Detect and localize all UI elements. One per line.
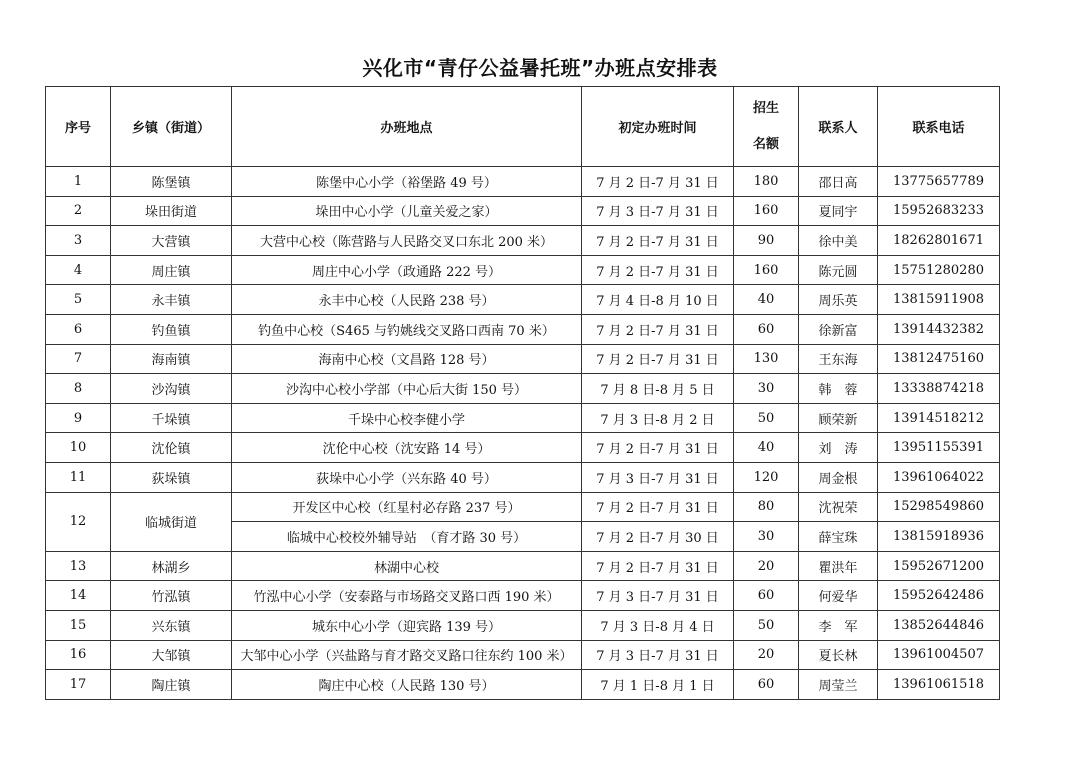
cell-contact: 王东海 [799,344,878,374]
cell-quota: 20 [734,551,799,581]
cell-quota: 20 [734,640,799,670]
header-phone: 联系电话 [878,87,1000,167]
cell-phone: 13961061518 [878,670,1000,700]
cell-no: 4 [46,255,111,285]
cell-phone: 15952683233 [878,196,1000,226]
cell-quota: 120 [734,462,799,492]
cell-time: 7 月 8 日-8 月 5 日 [582,374,734,404]
table-row [46,226,1000,256]
cell-time: 7 月 3 日-7 月 31 日 [582,640,734,670]
cell-town: 千垛镇 [111,403,232,433]
table-row [46,314,1000,344]
cell-contact: 顾荣新 [799,403,878,433]
cell-contact: 刘 涛 [799,433,878,463]
cell-no: 6 [46,314,111,344]
cell-phone: 13775657789 [878,167,1000,197]
cell-phone: 13951155391 [878,433,1000,463]
cell-phone: 15751280280 [878,255,1000,285]
cell-site: 周庄中心小学（政通路 222 号） [232,255,582,285]
table-row [46,344,1000,374]
cell-contact: 周莹兰 [799,670,878,700]
cell-phone: 13961004507 [878,640,1000,670]
table-row [46,670,1000,700]
cell-quota: 50 [734,403,799,433]
page-title: 兴化市“青仔公益暑托班”办班点安排表 [362,56,718,80]
cell-phone: 13815911908 [878,285,1000,315]
cell-quota: 50 [734,610,799,640]
cell-time: 7 月 4 日-8 月 10 日 [582,285,734,315]
header-contact: 联系人 [799,87,878,167]
header-row [46,87,1000,167]
cell-no: 15 [46,610,111,640]
cell-site: 沙沟中心校小学部（中心后大街 150 号） [232,374,582,404]
table-row [46,551,1000,581]
cell-phone: 15952642486 [878,581,1000,611]
cell-time: 7 月 2 日-7 月 31 日 [582,344,734,374]
cell-contact: 韩 蓉 [799,374,878,404]
cell-site: 陶庄中心校（人民路 130 号） [232,670,582,700]
header-quota-line2: 名额 [752,136,779,152]
cell-site: 荻垛中心小学（兴东路 40 号） [232,462,582,492]
cell-town: 兴东镇 [111,610,232,640]
cell-time: 7 月 1 日-8 月 1 日 [582,670,734,700]
cell-town: 沙沟镇 [111,374,232,404]
cell-site: 竹泓中心小学（安泰路与市场路交叉路口西 190 米） [232,581,582,611]
cell-quota: 30 [734,522,799,552]
header-town: 乡镇（街道） [111,87,232,167]
cell-town: 陶庄镇 [111,670,232,700]
cell-time: 7 月 3 日-7 月 31 日 [582,196,734,226]
header-time: 初定办班时间 [582,87,734,167]
cell-site: 林湖中心校 [232,551,582,581]
cell-contact: 夏同宇 [799,196,878,226]
table-row [46,462,1000,492]
cell-no: 13 [46,551,111,581]
cell-contact: 陈元圆 [799,255,878,285]
cell-time: 7 月 2 日-7 月 31 日 [582,551,734,581]
cell-phone: 13961064022 [878,462,1000,492]
cell-quota: 60 [734,581,799,611]
cell-quota: 90 [734,226,799,256]
header-quota-line1: 招生 [752,100,779,116]
cell-no: 12 [46,492,111,551]
cell-no: 11 [46,462,111,492]
cell-quota: 60 [734,314,799,344]
cell-no: 17 [46,670,111,700]
cell-contact: 邵日高 [799,167,878,197]
table-row [46,640,1000,670]
cell-town: 沈伦镇 [111,433,232,463]
cell-town: 大邹镇 [111,640,232,670]
cell-site: 钓鱼中心校（S465 与钓姚线交叉路口西南 70 米） [232,314,582,344]
cell-site: 陈堡中心小学（裕堡路 49 号） [232,167,582,197]
cell-site: 沈伦中心校（沈安路 14 号） [232,433,582,463]
table-row [46,196,1000,226]
cell-town: 垛田街道 [111,196,232,226]
cell-town: 陈堡镇 [111,167,232,197]
cell-site: 千垛中心校李健小学 [232,403,582,433]
cell-time: 7 月 2 日-7 月 31 日 [582,226,734,256]
cell-time: 7 月 2 日-7 月 31 日 [582,167,734,197]
table-row [46,581,1000,611]
table-row [46,167,1000,197]
cell-contact: 徐中美 [799,226,878,256]
cell-contact: 周乐英 [799,285,878,315]
cell-quota: 130 [734,344,799,374]
schedule-table [45,86,1000,700]
cell-no: 16 [46,640,111,670]
cell-site: 开发区中心校（红星村必存路 237 号） [232,492,582,522]
cell-town: 荻垛镇 [111,462,232,492]
cell-time: 7 月 2 日-7 月 31 日 [582,433,734,463]
cell-no: 8 [46,374,111,404]
cell-no: 14 [46,581,111,611]
table-row [46,403,1000,433]
cell-town: 林湖乡 [111,551,232,581]
cell-town: 海南镇 [111,344,232,374]
table-body [46,167,1000,700]
cell-site: 永丰中心校（人民路 238 号） [232,285,582,315]
cell-quota: 40 [734,285,799,315]
cell-no: 9 [46,403,111,433]
cell-time: 7 月 3 日-7 月 31 日 [582,462,734,492]
cell-time: 7 月 2 日-7 月 31 日 [582,255,734,285]
cell-time: 7 月 3 日-8 月 2 日 [582,403,734,433]
cell-no: 2 [46,196,111,226]
header-quota [734,87,799,167]
cell-site: 城东中心小学（迎宾路 139 号） [232,610,582,640]
cell-no: 10 [46,433,111,463]
cell-phone: 15298549860 [878,492,1000,522]
cell-phone: 13914432382 [878,314,1000,344]
cell-site: 垛田中心小学（儿童关爱之家） [232,196,582,226]
cell-town: 临城街道 [111,492,232,551]
cell-time: 7 月 2 日-7 月 31 日 [582,314,734,344]
cell-no: 3 [46,226,111,256]
cell-phone: 13852644846 [878,610,1000,640]
cell-quota: 80 [734,492,799,522]
cell-phone: 13812475160 [878,344,1000,374]
cell-contact: 李 军 [799,610,878,640]
cell-contact: 周金根 [799,462,878,492]
header-no: 序号 [46,87,111,167]
table-row [46,610,1000,640]
cell-phone: 13815918936 [878,522,1000,552]
cell-quota: 160 [734,196,799,226]
cell-phone: 18262801671 [878,226,1000,256]
table-row [46,374,1000,404]
cell-time: 7 月 2 日-7 月 30 日 [582,522,734,552]
cell-quota: 40 [734,433,799,463]
cell-phone: 15952671200 [878,551,1000,581]
cell-no: 1 [46,167,111,197]
cell-site: 海南中心校（文昌路 128 号） [232,344,582,374]
cell-phone: 13914518212 [878,403,1000,433]
cell-town: 大营镇 [111,226,232,256]
cell-contact: 何爱华 [799,581,878,611]
cell-contact: 薛宝珠 [799,522,878,552]
cell-site: 大邹中心小学（兴盐路与育才路交叉路口往东约 100 米） [232,640,582,670]
cell-time: 7 月 3 日-8 月 4 日 [582,610,734,640]
cell-quota: 60 [734,670,799,700]
cell-site: 临城中心校校外辅导站 （育才路 30 号） [232,522,582,552]
cell-time: 7 月 2 日-7 月 31 日 [582,492,734,522]
cell-town: 永丰镇 [111,285,232,315]
table-row [46,433,1000,463]
cell-quota: 30 [734,374,799,404]
cell-no: 7 [46,344,111,374]
cell-town: 竹泓镇 [111,581,232,611]
cell-town: 钓鱼镇 [111,314,232,344]
cell-no: 5 [46,285,111,315]
cell-quota: 160 [734,255,799,285]
cell-contact: 瞿洪年 [799,551,878,581]
table-row [46,285,1000,315]
cell-contact: 沈祝荣 [799,492,878,522]
cell-time: 7 月 3 日-7 月 31 日 [582,581,734,611]
table-row [46,492,1000,522]
cell-contact: 徐新富 [799,314,878,344]
header-site: 办班地点 [232,87,582,167]
cell-phone: 13338874218 [878,374,1000,404]
table-row [46,255,1000,285]
cell-site: 大营中心校（陈营路与人民路交叉口东北 200 米） [232,226,582,256]
cell-quota: 180 [734,167,799,197]
cell-town: 周庄镇 [111,255,232,285]
cell-contact: 夏长林 [799,640,878,670]
